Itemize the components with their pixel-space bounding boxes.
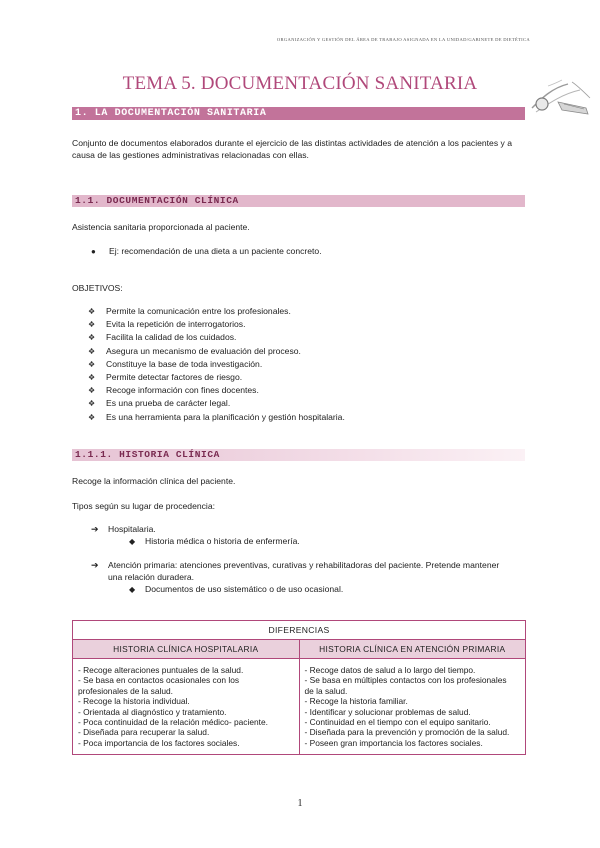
section-heading-1-1-1: 1.1.1. HISTORIA CLÍNICA [72, 449, 525, 461]
table-line: - Recoge la historia individual. [78, 696, 190, 707]
list-item: ❖ Asegura un mecanismo de evaluación del proceso. [88, 345, 345, 358]
list-item: ❖ Evita la repetición de interrogatorios. [88, 318, 345, 331]
type-label: Atención primaria: atenciones preventivas, curativas y rehabilitadoras del paciente. Pretende mantener una relación duradera. [108, 560, 500, 582]
type-label: Hospitalaria. [108, 524, 156, 534]
type-item-hospital [91, 523, 511, 535]
list-item: ❖ Es una prueba de carácter legal. [88, 397, 345, 410]
list-item: ❖ Permite detectar factores de riesgo. [88, 371, 345, 384]
list-item: ❖ Permite la comunicación entre los profesionales. [88, 305, 345, 318]
bullet-icon: ● [91, 247, 96, 256]
stethoscope-decoration-icon [528, 78, 592, 118]
diamond-bullet-icon: ❖ [88, 359, 96, 369]
table-cell-hospital [73, 659, 300, 755]
example-bullet [91, 245, 322, 258]
arrow-right-icon: ➔ [91, 524, 99, 534]
diamond-bullet-icon: ❖ [88, 333, 96, 343]
table-line: - Se basa en múltiples contactos con los profesionales [304, 675, 507, 686]
types-label: Tipos según su lugar de procedencia: [72, 501, 216, 511]
table-line: - Diseñada para recuperar la salud. [78, 727, 210, 738]
table-line: - Diseñada para la prevención y promoción de la salud. [304, 727, 510, 738]
section-1-1-paragraph: Asistencia sanitaria proporcionada al paciente. [72, 222, 250, 232]
table-line: - Recoge alteraciones puntuales de la salud. [78, 665, 244, 675]
running-header: ORGANIZACIÓN Y GESTIÓN DEL ÁREA DE TRABAJO ASIGNADA EN LA UNIDAD/GABINETE DE DIETÉTICA [276, 37, 530, 42]
table-line: - Se basa en contactos ocasionales con los [78, 675, 240, 686]
section-1-1-1-paragraph: Recoge la información clínica del paciente. [72, 476, 236, 486]
table-line: - Poca importancia de los factores sociales. [78, 737, 240, 748]
table-line: - Orientada al diagnóstico y tratamiento. [78, 706, 227, 717]
list-item: ❖ Es una herramienta para la planificación y gestión hospitalaria. [88, 411, 345, 424]
diamond-bullet-icon: ❖ [88, 307, 96, 316]
column-header-primary-care: HISTORIA CLÍNICA EN ATENCIÓN PRIMARIA [299, 640, 526, 659]
section-heading-1: 1. LA DOCUMENTACIÓN SANITARIA [72, 107, 525, 120]
page-number: 1 [297, 798, 303, 809]
table-line: - Poca continuidad de la relación médico- paciente. [78, 717, 268, 728]
type-item-primary-care [91, 559, 511, 583]
table-line: - Continuidad en el tiempo con el equipo sanitario. [304, 717, 491, 728]
list-item: ❖ Facilita la calidad de los cuidados. [88, 331, 345, 344]
section-1-paragraph: Conjunto de documentos elaborados durante el ejercicio de las distintas actividades de atención a los pacientes y a causa de las gestiones administrativas relacionadas con ellas. [72, 138, 512, 160]
diamond-bullet-icon: ❖ [88, 320, 96, 330]
diamond-icon: ◆ [129, 537, 136, 546]
diamond-bullet-icon: ❖ [88, 412, 96, 422]
list-item: ❖ Constituye la base de toda investigación. [88, 358, 345, 371]
objectives-list [88, 305, 345, 424]
table-line: - Poseen gran importancia los factores sociales. [304, 737, 483, 748]
example-text: Ej: recomendación de una dieta a un paciente concreto. [109, 246, 322, 256]
table-cell-primary-care [299, 659, 526, 755]
diamond-icon: ◆ [129, 585, 136, 594]
table-line: - Recoge la historia familiar. [304, 696, 408, 707]
section-heading-1-1: 1.1. DOCUMENTACIÓN CLÍNICA [72, 195, 525, 207]
diamond-bullet-icon: ❖ [88, 346, 96, 356]
type-sub-item: ◆ Historia médica o historia de enfermería. [129, 536, 300, 546]
diamond-bullet-icon: ❖ [88, 386, 96, 396]
page-title: TEMA 5. DOCUMENTACIÓN SANITARIA [122, 73, 478, 94]
table-title: DIFERENCIAS [73, 621, 526, 640]
diamond-bullet-icon: ❖ [88, 399, 96, 409]
type-sub-item: ◆ Documentos de uso sistemático o de uso ocasional. [129, 584, 344, 594]
objectives-label: OBJETIVOS: [72, 283, 123, 293]
diamond-bullet-icon: ❖ [88, 373, 96, 383]
table-line: - Recoge datos de salud a lo largo del tiempo. [304, 665, 476, 675]
arrow-right-icon: ➔ [91, 560, 99, 570]
list-item: ❖ Recoge información con fines docentes. [88, 384, 345, 397]
column-header-hospital: HISTORIA CLÍNICA HOSPITALARIA [73, 640, 300, 659]
differences-table [72, 620, 526, 755]
table-line: - Identificar y solucionar problemas de salud. [304, 706, 471, 717]
table-line: profesionales de la salud. [78, 685, 173, 696]
table-line: de la salud. [304, 685, 348, 696]
